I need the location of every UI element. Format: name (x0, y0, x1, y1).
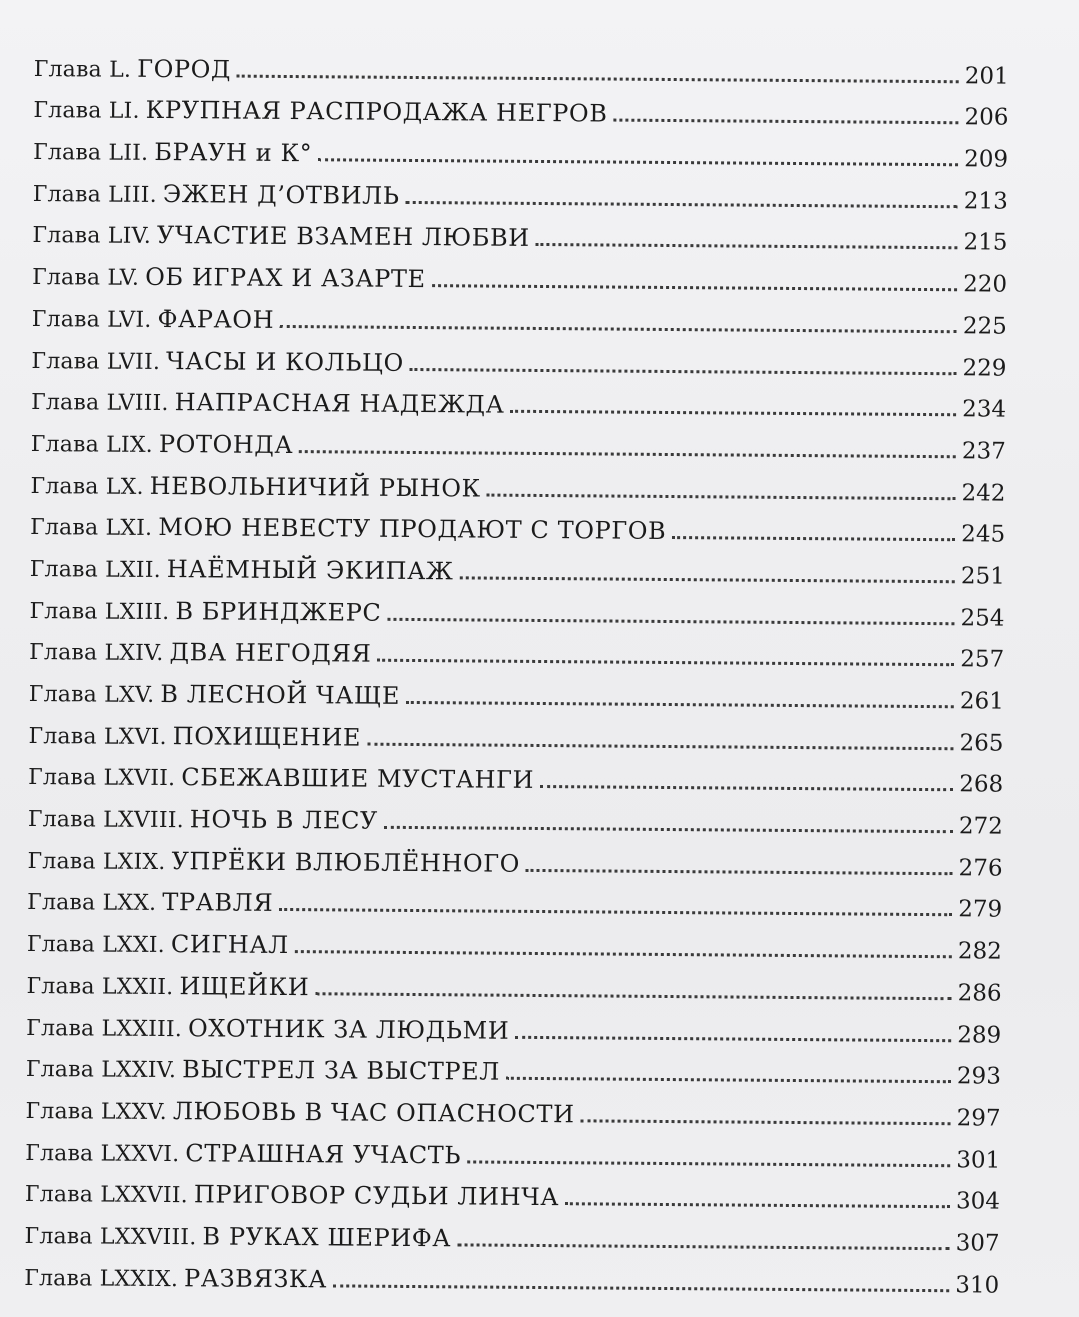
chapter-title: СИГНАЛ (170, 930, 289, 960)
chapter-title: БРАУН и К° (154, 138, 313, 168)
dot-leader (280, 325, 957, 333)
chapter-number: Глава LXXIV. (25, 1057, 177, 1084)
chapter-title: СТРАШНАЯ УЧАСТЬ (185, 1138, 462, 1169)
dot-leader (457, 1243, 949, 1250)
page-number: 272 (958, 813, 1003, 840)
chapter-number: Глава LXVI. (28, 723, 167, 750)
dot-leader (432, 284, 957, 291)
dot-leader (410, 367, 957, 374)
page-number: 307 (955, 1230, 1000, 1257)
dot-leader (384, 826, 953, 833)
chapter-number: Глава LXVIII. (27, 807, 184, 834)
dot-leader (406, 701, 954, 708)
chapter-number: Глава LVIII. (31, 390, 169, 417)
toc-entry (27, 832, 1002, 881)
chapter-number: Глава LXIII. (29, 598, 170, 625)
page-number: 265 (959, 729, 1004, 757)
chapter-number: Глава LXIV. (29, 640, 164, 667)
page-number: 213 (963, 188, 1008, 215)
toc-entry (28, 790, 1003, 839)
chapter-number: Глава LII. (33, 140, 149, 166)
dot-leader (318, 158, 958, 166)
chapter-number: Глава LX. (30, 473, 144, 500)
dot-leader (581, 1119, 951, 1125)
dot-leader (672, 536, 955, 541)
chapter-number: Глава LI. (33, 98, 140, 125)
toc-entry (29, 582, 1004, 631)
dot-leader (540, 785, 953, 791)
chapter-number: Глава LV. (32, 265, 140, 291)
page-number: 229 (962, 354, 1007, 382)
toc-entry (31, 415, 1006, 464)
toc-entry (26, 957, 1001, 1006)
dot-leader (367, 742, 953, 750)
toc-entry (33, 165, 1008, 214)
dot-leader (406, 201, 958, 208)
chapter-number: Глава LXV. (28, 681, 155, 708)
chapter-title: НАЁМНЫЙ ЭКИПАЖ (166, 554, 454, 586)
toc-entry (28, 749, 1003, 798)
chapter-title: НАПРАСНАЯ НАДЕЖДА (174, 388, 505, 419)
chapter-title: РОТОНДА (158, 429, 294, 459)
dot-leader (315, 992, 951, 1000)
toc-entry (30, 457, 1005, 506)
chapter-number: Глава LXXVIII. (24, 1223, 197, 1251)
page-number: 297 (956, 1105, 1001, 1132)
toc-entry (28, 707, 1003, 756)
toc-entry (33, 123, 1008, 172)
chapter-number: Глава LIII. (32, 181, 157, 208)
chapter-number: Глава LXXVII. (24, 1182, 188, 1209)
dot-leader (237, 74, 959, 83)
page-number: 245 (961, 521, 1006, 548)
page-number: 301 (956, 1146, 1001, 1174)
chapter-number: Глава LXXII. (26, 973, 174, 1000)
dot-leader (613, 119, 958, 125)
toc-entry (25, 1207, 1000, 1256)
page-number: 209 (964, 146, 1009, 173)
page-number: 289 (957, 1021, 1002, 1049)
dot-leader (510, 410, 956, 416)
dot-leader (536, 243, 958, 249)
toc-entry (25, 1166, 1000, 1215)
page-number: 225 (962, 313, 1007, 340)
toc-entry (32, 207, 1007, 256)
page-number: 268 (959, 771, 1004, 799)
dot-leader (279, 908, 952, 916)
chapter-title: ПРИГОВОР СУДЬИ ЛИНЧА (193, 1180, 560, 1212)
page-number: 310 (955, 1271, 1000, 1299)
chapter-title: НОЧЬ В ЛЕСУ (189, 805, 379, 835)
page-number: 242 (961, 479, 1006, 507)
chapter-title: УПРЁКИ ВЛЮБЛЁННОГО (171, 846, 521, 878)
dot-leader (299, 450, 956, 458)
toc-entry (26, 1040, 1001, 1089)
toc-entry (32, 290, 1007, 339)
dot-leader (467, 1160, 950, 1167)
chapter-number: Глава LVI. (31, 306, 152, 333)
dot-leader (487, 493, 956, 500)
chapter-title: МОЮ НЕВЕСТУ ПРОДАЮТ С ТОРГОВ (158, 513, 667, 546)
chapter-number: Глава LXII. (29, 556, 161, 583)
toc-entry (27, 874, 1002, 923)
toc-entry (24, 1249, 999, 1298)
toc-entry (29, 665, 1004, 714)
chapter-title: СБЕЖАВШИЕ МУСТАНГИ (181, 763, 535, 795)
chapter-number: Глава LXX. (27, 890, 157, 917)
toc-entry (30, 499, 1005, 548)
page-number: 261 (959, 688, 1004, 715)
dot-leader (515, 1035, 951, 1041)
toc-entry (29, 624, 1004, 673)
chapter-number: Глава LIV. (32, 223, 152, 250)
chapter-number: Глава LVII. (31, 348, 161, 375)
chapter-title: ЭЖЕН Д’ОТВИЛЬ (162, 179, 400, 210)
dot-leader (377, 659, 954, 667)
toc-entry (33, 82, 1008, 131)
chapter-title: ОХОТНИК ЗА ЛЮДЬМИ (187, 1013, 510, 1045)
toc-entry (34, 40, 1009, 89)
chapter-title: ГОРОД (137, 54, 232, 84)
chapter-title: ДВА НЕГОДЯЯ (169, 638, 372, 668)
page-number: 282 (957, 938, 1002, 965)
chapter-title: ТРАВЛЯ (162, 888, 274, 918)
chapter-title: ЛЮБОВЬ В ЧАС ОПАСНОСТИ (172, 1096, 575, 1129)
chapter-number: Глава LXXVI. (25, 1140, 180, 1167)
chapter-number: Глава LXVII. (28, 765, 176, 792)
chapter-number: Глава LXXIX. (24, 1265, 179, 1292)
page-number: 279 (958, 896, 1003, 924)
chapter-number: Глава LXI. (30, 515, 153, 542)
toc-entry (31, 373, 1006, 422)
chapter-title: КРУПНАЯ РАСПРОДАЖА НЕГРОВ (145, 96, 608, 128)
page-number: 234 (962, 396, 1007, 423)
page-number: 206 (964, 104, 1009, 132)
chapter-number: Глава LXXIII. (26, 1015, 183, 1042)
chapter-title: В ЛЕСНОЙ ЧАЩЕ (160, 680, 401, 710)
chapter-title: УЧАСТИЕ ВЗАМЕН ЛЮБВИ (156, 221, 530, 253)
dot-leader (295, 950, 952, 958)
page-number: 286 (957, 980, 1002, 1007)
table-of-contents (24, 40, 1009, 1298)
page-number: 251 (960, 563, 1005, 590)
page-number: 276 (958, 855, 1003, 882)
dot-leader (459, 576, 954, 583)
toc-entry (32, 248, 1007, 297)
chapter-title: ФАРАОН (157, 304, 275, 334)
page-number: 293 (956, 1063, 1001, 1090)
chapter-title: В БРИНДЖЕРС (175, 596, 382, 627)
dot-leader (387, 617, 954, 624)
page-number: 304 (955, 1188, 1001, 1215)
dot-leader (526, 869, 953, 875)
toc-entry (26, 999, 1001, 1048)
chapter-title: В РУКАХ ШЕРИФА (202, 1222, 452, 1253)
chapter-number: Глава L. (33, 56, 132, 83)
dot-leader (565, 1202, 950, 1208)
chapter-title: ПОХИЩЕНИЕ (172, 721, 362, 752)
chapter-title: ВЫСТРЕЛ ЗА ВЫСТРЕЛ (182, 1055, 501, 1086)
chapter-title: НЕВОЛЬНИЧИЙ РЫНОК (149, 471, 481, 503)
chapter-number: Глава LXXI. (26, 932, 165, 959)
chapter-number: Глава LIX. (30, 431, 154, 458)
toc-entry (31, 332, 1006, 381)
chapter-title: ИЩЕЙКИ (179, 971, 310, 1002)
page-number: 201 (964, 62, 1009, 90)
dot-leader (506, 1077, 951, 1083)
chapter-title: ЧАСЫ И КОЛЬЦО (166, 346, 404, 377)
chapter-number: Глава LXIX. (27, 848, 166, 875)
page-number: 215 (963, 229, 1008, 257)
page-number: 220 (963, 271, 1008, 298)
page-number: 237 (961, 438, 1006, 465)
page-number: 254 (960, 604, 1005, 632)
toc-entry (27, 915, 1002, 964)
chapter-title: ОБ ИГРАХ И АЗАРТЕ (145, 263, 426, 294)
dot-leader (333, 1284, 949, 1292)
chapter-number: Глава LXXV. (25, 1098, 168, 1125)
chapter-title: РАЗВЯЗКА (184, 1263, 328, 1293)
toc-entry (30, 540, 1005, 589)
toc-entry (25, 1124, 1000, 1173)
page-number: 257 (960, 646, 1005, 673)
